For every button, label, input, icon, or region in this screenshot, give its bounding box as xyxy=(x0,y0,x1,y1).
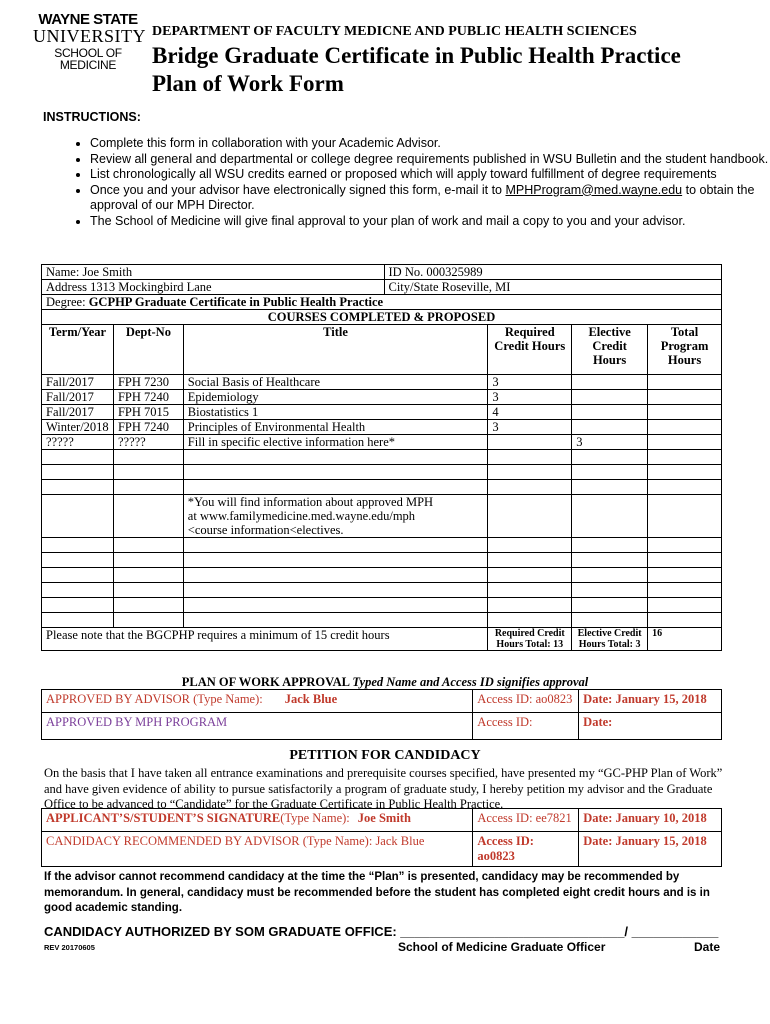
title-cell[interactable]: Fill in specific elective information here* xyxy=(183,435,488,450)
required-cell[interactable]: 4 xyxy=(488,405,572,420)
dept-cell[interactable]: FPH 7240 xyxy=(113,390,183,405)
instruction-item xyxy=(90,183,770,214)
elective-cell[interactable]: 3 xyxy=(572,435,648,450)
recommend-type: (Type Name): Jack Blue xyxy=(302,834,425,848)
table-row xyxy=(42,480,722,495)
dept-cell[interactable]: FPH 7230 xyxy=(113,375,183,390)
approval-box xyxy=(41,689,722,740)
program-total: 16 xyxy=(648,628,722,651)
col-total: Total Program Hours xyxy=(648,325,722,375)
student-info-table xyxy=(41,264,722,310)
approval-heading-italic: Typed Name and Access ID signifies approval xyxy=(352,675,589,689)
mph-note-line: at www.familymedicine.med.wayne.edu/mph xyxy=(187,509,416,523)
elective-cell[interactable] xyxy=(572,495,648,538)
total-cell[interactable] xyxy=(648,405,722,420)
mph-approval-cell[interactable]: APPROVED BY MPH PROGRAM xyxy=(42,713,473,740)
instruction-item: • The School of Medicine will give final approval to your plan of work and mail a copy to you and your advisor. xyxy=(90,214,770,230)
term-cell[interactable] xyxy=(42,495,114,538)
elective-cell[interactable] xyxy=(572,553,648,568)
authorized-line: CANDIDACY AUTHORIZED BY SOM GRADUATE OFFICE: _______________________________/ ____________ xyxy=(44,924,719,939)
advisor-access-id[interactable]: Access ID: ao0823 xyxy=(473,690,579,713)
mph-note-line: *You will find information about approved MPH xyxy=(187,495,434,509)
elective-cell[interactable] xyxy=(572,613,648,628)
table-row xyxy=(42,390,722,405)
name-field[interactable]: Name: Joe Smith xyxy=(42,265,385,280)
col-title: Title xyxy=(183,325,488,375)
dept-cell[interactable]: ????? xyxy=(113,435,183,450)
instruction-item: • Complete this form in collaboration with your Academic Advisor. xyxy=(90,136,770,152)
total-cell[interactable] xyxy=(648,553,722,568)
total-cell[interactable] xyxy=(648,480,722,495)
required-cell[interactable] xyxy=(488,538,572,553)
title-cell[interactable] xyxy=(183,495,488,538)
term-cell[interactable] xyxy=(42,538,114,553)
elective-cell[interactable] xyxy=(572,480,648,495)
table-row xyxy=(42,435,722,450)
credit-note: Please note that the BGCPHP requires a minimum of 15 credit hours xyxy=(42,628,488,651)
candidacy-note: If the advisor cannot recommend candidacy at the time the “Plan” is presented, candidacy may be recommended by memorandum. In general, candidacy must be recommended before the student has completed eight credit hours and is in good academic standing. xyxy=(44,871,710,914)
city-field[interactable]: City/State Roseville, MI xyxy=(384,280,722,295)
required-cell[interactable]: 3 xyxy=(488,390,572,405)
elective-cell[interactable] xyxy=(572,583,648,598)
required-cell[interactable]: 3 xyxy=(488,420,572,435)
table-row xyxy=(42,598,722,613)
term-cell[interactable]: Fall/2017 xyxy=(42,405,114,420)
elective-cell[interactable] xyxy=(572,568,648,583)
total-cell[interactable] xyxy=(648,375,722,390)
required-cell[interactable] xyxy=(488,568,572,583)
total-cell[interactable] xyxy=(648,420,722,435)
required-cell[interactable] xyxy=(488,598,572,613)
title-cell[interactable] xyxy=(183,465,488,480)
dept-cell[interactable]: FPH 7015 xyxy=(113,405,183,420)
department-heading: DEPARTMENT OF FACULTY MEDICNE AND PUBLIC HEALTH SCIENCES xyxy=(152,24,637,39)
title-cell[interactable] xyxy=(183,480,488,495)
required-cell[interactable] xyxy=(488,613,572,628)
student-name: Joe Smith xyxy=(357,811,411,825)
term-cell[interactable]: ????? xyxy=(42,435,114,450)
table-row xyxy=(42,375,722,390)
elective-cell[interactable] xyxy=(572,420,648,435)
advisor-approval-cell[interactable] xyxy=(42,690,473,713)
title-cell[interactable]: Social Basis of Healthcare xyxy=(183,375,488,390)
term-cell[interactable] xyxy=(42,465,114,480)
total-cell[interactable] xyxy=(648,583,722,598)
address-field[interactable]: Address 1313 Mockingbird Lane xyxy=(42,280,385,295)
form-title xyxy=(152,42,681,98)
title-cell[interactable] xyxy=(183,613,488,628)
total-cell[interactable] xyxy=(648,390,722,405)
elective-cell[interactable] xyxy=(572,450,648,465)
email-link[interactable]: MPHProgram@med.wayne.edu xyxy=(505,182,683,197)
title-cell[interactable] xyxy=(183,553,488,568)
title-cell[interactable] xyxy=(183,538,488,553)
revision-label: REV 20170605 xyxy=(44,943,95,952)
total-cell[interactable] xyxy=(648,465,722,480)
dept-cell[interactable]: FPH 7240 xyxy=(113,420,183,435)
term-cell[interactable] xyxy=(42,613,114,628)
student-access-id[interactable]: Access ID: ee7821 xyxy=(473,809,579,832)
logo-line2: UNIVERSITY xyxy=(33,26,146,46)
date-label: Date xyxy=(694,940,721,954)
instructions-heading: INSTRUCTIONS: xyxy=(43,110,141,124)
total-cell[interactable] xyxy=(648,538,722,553)
recommend-cell[interactable] xyxy=(42,832,473,867)
table-row xyxy=(42,420,722,435)
col-elective: Elective Credit Hours xyxy=(572,325,648,375)
elective-total: Elective Credit Hours Total: 3 xyxy=(572,628,648,651)
elective-cell[interactable] xyxy=(572,390,648,405)
elective-cell[interactable] xyxy=(572,598,648,613)
table-row xyxy=(42,568,722,583)
title-cell[interactable] xyxy=(183,583,488,598)
required-cell[interactable] xyxy=(488,480,572,495)
required-cell[interactable]: 3 xyxy=(488,375,572,390)
dept-cell[interactable] xyxy=(113,495,183,538)
elective-cell[interactable] xyxy=(572,538,648,553)
table-row xyxy=(42,538,722,553)
elective-cell[interactable] xyxy=(572,465,648,480)
recommend-access-id[interactable]: Access ID: ao0823 xyxy=(473,832,579,867)
total-cell[interactable] xyxy=(648,568,722,583)
title-cell[interactable] xyxy=(183,450,488,465)
petition-heading: PETITION FOR CANDIDACY xyxy=(289,748,481,763)
advisor-type-label: (Type Name): xyxy=(193,692,263,706)
required-cell[interactable] xyxy=(488,495,572,538)
term-cell[interactable] xyxy=(42,583,114,598)
student-signature-cell[interactable] xyxy=(42,809,473,832)
dept-cell[interactable] xyxy=(113,598,183,613)
required-cell[interactable] xyxy=(488,583,572,598)
instruction-item4-suffix: to obtain the approval of our MPH Director. xyxy=(90,182,755,212)
recommend-label: CANDIDACY RECOMMENDED BY ADVISOR xyxy=(46,834,303,848)
dept-cell[interactable] xyxy=(113,583,183,598)
term-cell[interactable]: Fall/2017 xyxy=(42,390,114,405)
total-cell[interactable] xyxy=(648,613,722,628)
total-cell[interactable] xyxy=(648,495,722,538)
instruction-item: • Review all general and departmental or college degree requirements published in WSU Bulletin and the student handbook. xyxy=(90,152,770,168)
table-row xyxy=(42,450,722,465)
id-field[interactable]: ID No. 000325989 xyxy=(384,265,722,280)
approval-heading xyxy=(0,675,770,690)
instructions-list xyxy=(43,136,770,229)
col-dept: Dept-No xyxy=(113,325,183,375)
signature-label: APPLICANT’S/STUDENT’S SIGNATURE xyxy=(46,811,281,825)
table-row xyxy=(42,613,722,628)
officer-label: School of Medicine Graduate Officer xyxy=(398,940,606,954)
mph-access-id[interactable]: Access ID: xyxy=(473,713,579,740)
title-cell[interactable]: Epidemiology xyxy=(183,390,488,405)
logo-line1: WAYNE STATE xyxy=(38,11,138,28)
logo-line3: SCHOOL OF MEDICINE xyxy=(54,46,122,72)
advisor-label: APPROVED BY ADVISOR xyxy=(46,692,194,706)
form-title-line2: Plan of Work Form xyxy=(152,71,344,96)
required-cell[interactable] xyxy=(488,553,572,568)
instruction-item: • List chronologically all WSU credits earned or proposed which will apply toward fulfillment of degree requirements xyxy=(90,167,770,183)
mph-date[interactable]: Date: xyxy=(579,713,722,740)
degree-value: GCPHP Graduate Certificate in Public Health Practice xyxy=(88,295,384,309)
table-row xyxy=(42,583,722,598)
totals-row xyxy=(42,628,722,651)
term-cell[interactable] xyxy=(42,553,114,568)
term-cell[interactable] xyxy=(42,450,114,465)
courses-caption: COURSES COMPLETED & PROPOSED xyxy=(42,310,722,325)
elective-cell[interactable] xyxy=(572,375,648,390)
dept-cell[interactable] xyxy=(113,465,183,480)
courses-table xyxy=(41,310,722,651)
required-total: Required Credit Hours Total: 13 xyxy=(488,628,572,651)
dept-cell[interactable] xyxy=(113,450,183,465)
total-cell[interactable] xyxy=(648,598,722,613)
required-cell[interactable] xyxy=(488,450,572,465)
signature-type-label: (Type Name): xyxy=(280,811,350,825)
col-term: Term/Year xyxy=(42,325,114,375)
approval-heading-text: PLAN OF WORK APPROVAL xyxy=(181,675,353,689)
total-cell[interactable] xyxy=(648,435,722,450)
form-title-line1: Bridge Graduate Certificate in Public Health Practice xyxy=(152,43,681,68)
advisor-date[interactable]: Date: January 15, 2018 xyxy=(579,690,722,713)
dept-cell[interactable] xyxy=(113,613,183,628)
wsu-logo xyxy=(33,11,146,72)
table-row xyxy=(42,495,722,538)
term-cell[interactable] xyxy=(42,598,114,613)
table-row xyxy=(42,465,722,480)
title-cell[interactable] xyxy=(183,598,488,613)
petition-box xyxy=(41,808,722,867)
col-required: Required Credit Hours xyxy=(488,325,572,375)
table-row xyxy=(42,553,722,568)
degree-label: Degree: xyxy=(46,295,89,309)
total-cell[interactable] xyxy=(648,450,722,465)
petition-text: On the basis that I have taken all entrance examinations and prerequisite courses specified, have presented my “GC-PHP Plan of Work” and have given evidence of ability to pursue satisfactorily a program of graduate study, I hereby petition my advisor and the Graduate Office to be advanced to “Candidate” for the Graduate Certificate in Public Health Practice. xyxy=(44,766,723,811)
required-cell[interactable] xyxy=(488,435,572,450)
advisor-name: Jack Blue xyxy=(284,692,338,706)
recommend-date[interactable]: Date: January 15, 2018 xyxy=(579,832,722,867)
title-cell[interactable] xyxy=(183,568,488,583)
instruction-item4-text: Once you and your advisor have electronically signed this form, e-mail it to xyxy=(90,182,506,197)
mph-note-line: <course information<electives. xyxy=(187,523,344,537)
student-date[interactable]: Date: January 10, 2018 xyxy=(579,809,722,832)
required-cell[interactable] xyxy=(488,465,572,480)
term-cell[interactable] xyxy=(42,568,114,583)
dept-cell[interactable] xyxy=(113,553,183,568)
dept-cell[interactable] xyxy=(113,538,183,553)
term-cell[interactable] xyxy=(42,480,114,495)
elective-cell[interactable] xyxy=(572,405,648,420)
dept-cell[interactable] xyxy=(113,568,183,583)
title-cell[interactable]: Biostatistics 1 xyxy=(183,405,488,420)
term-cell[interactable]: Winter/2018 xyxy=(42,420,114,435)
dept-cell[interactable] xyxy=(113,480,183,495)
table-row xyxy=(42,405,722,420)
term-cell[interactable]: Fall/2017 xyxy=(42,375,114,390)
title-cell[interactable]: Principles of Environmental Health xyxy=(183,420,488,435)
degree-field[interactable] xyxy=(42,295,722,310)
